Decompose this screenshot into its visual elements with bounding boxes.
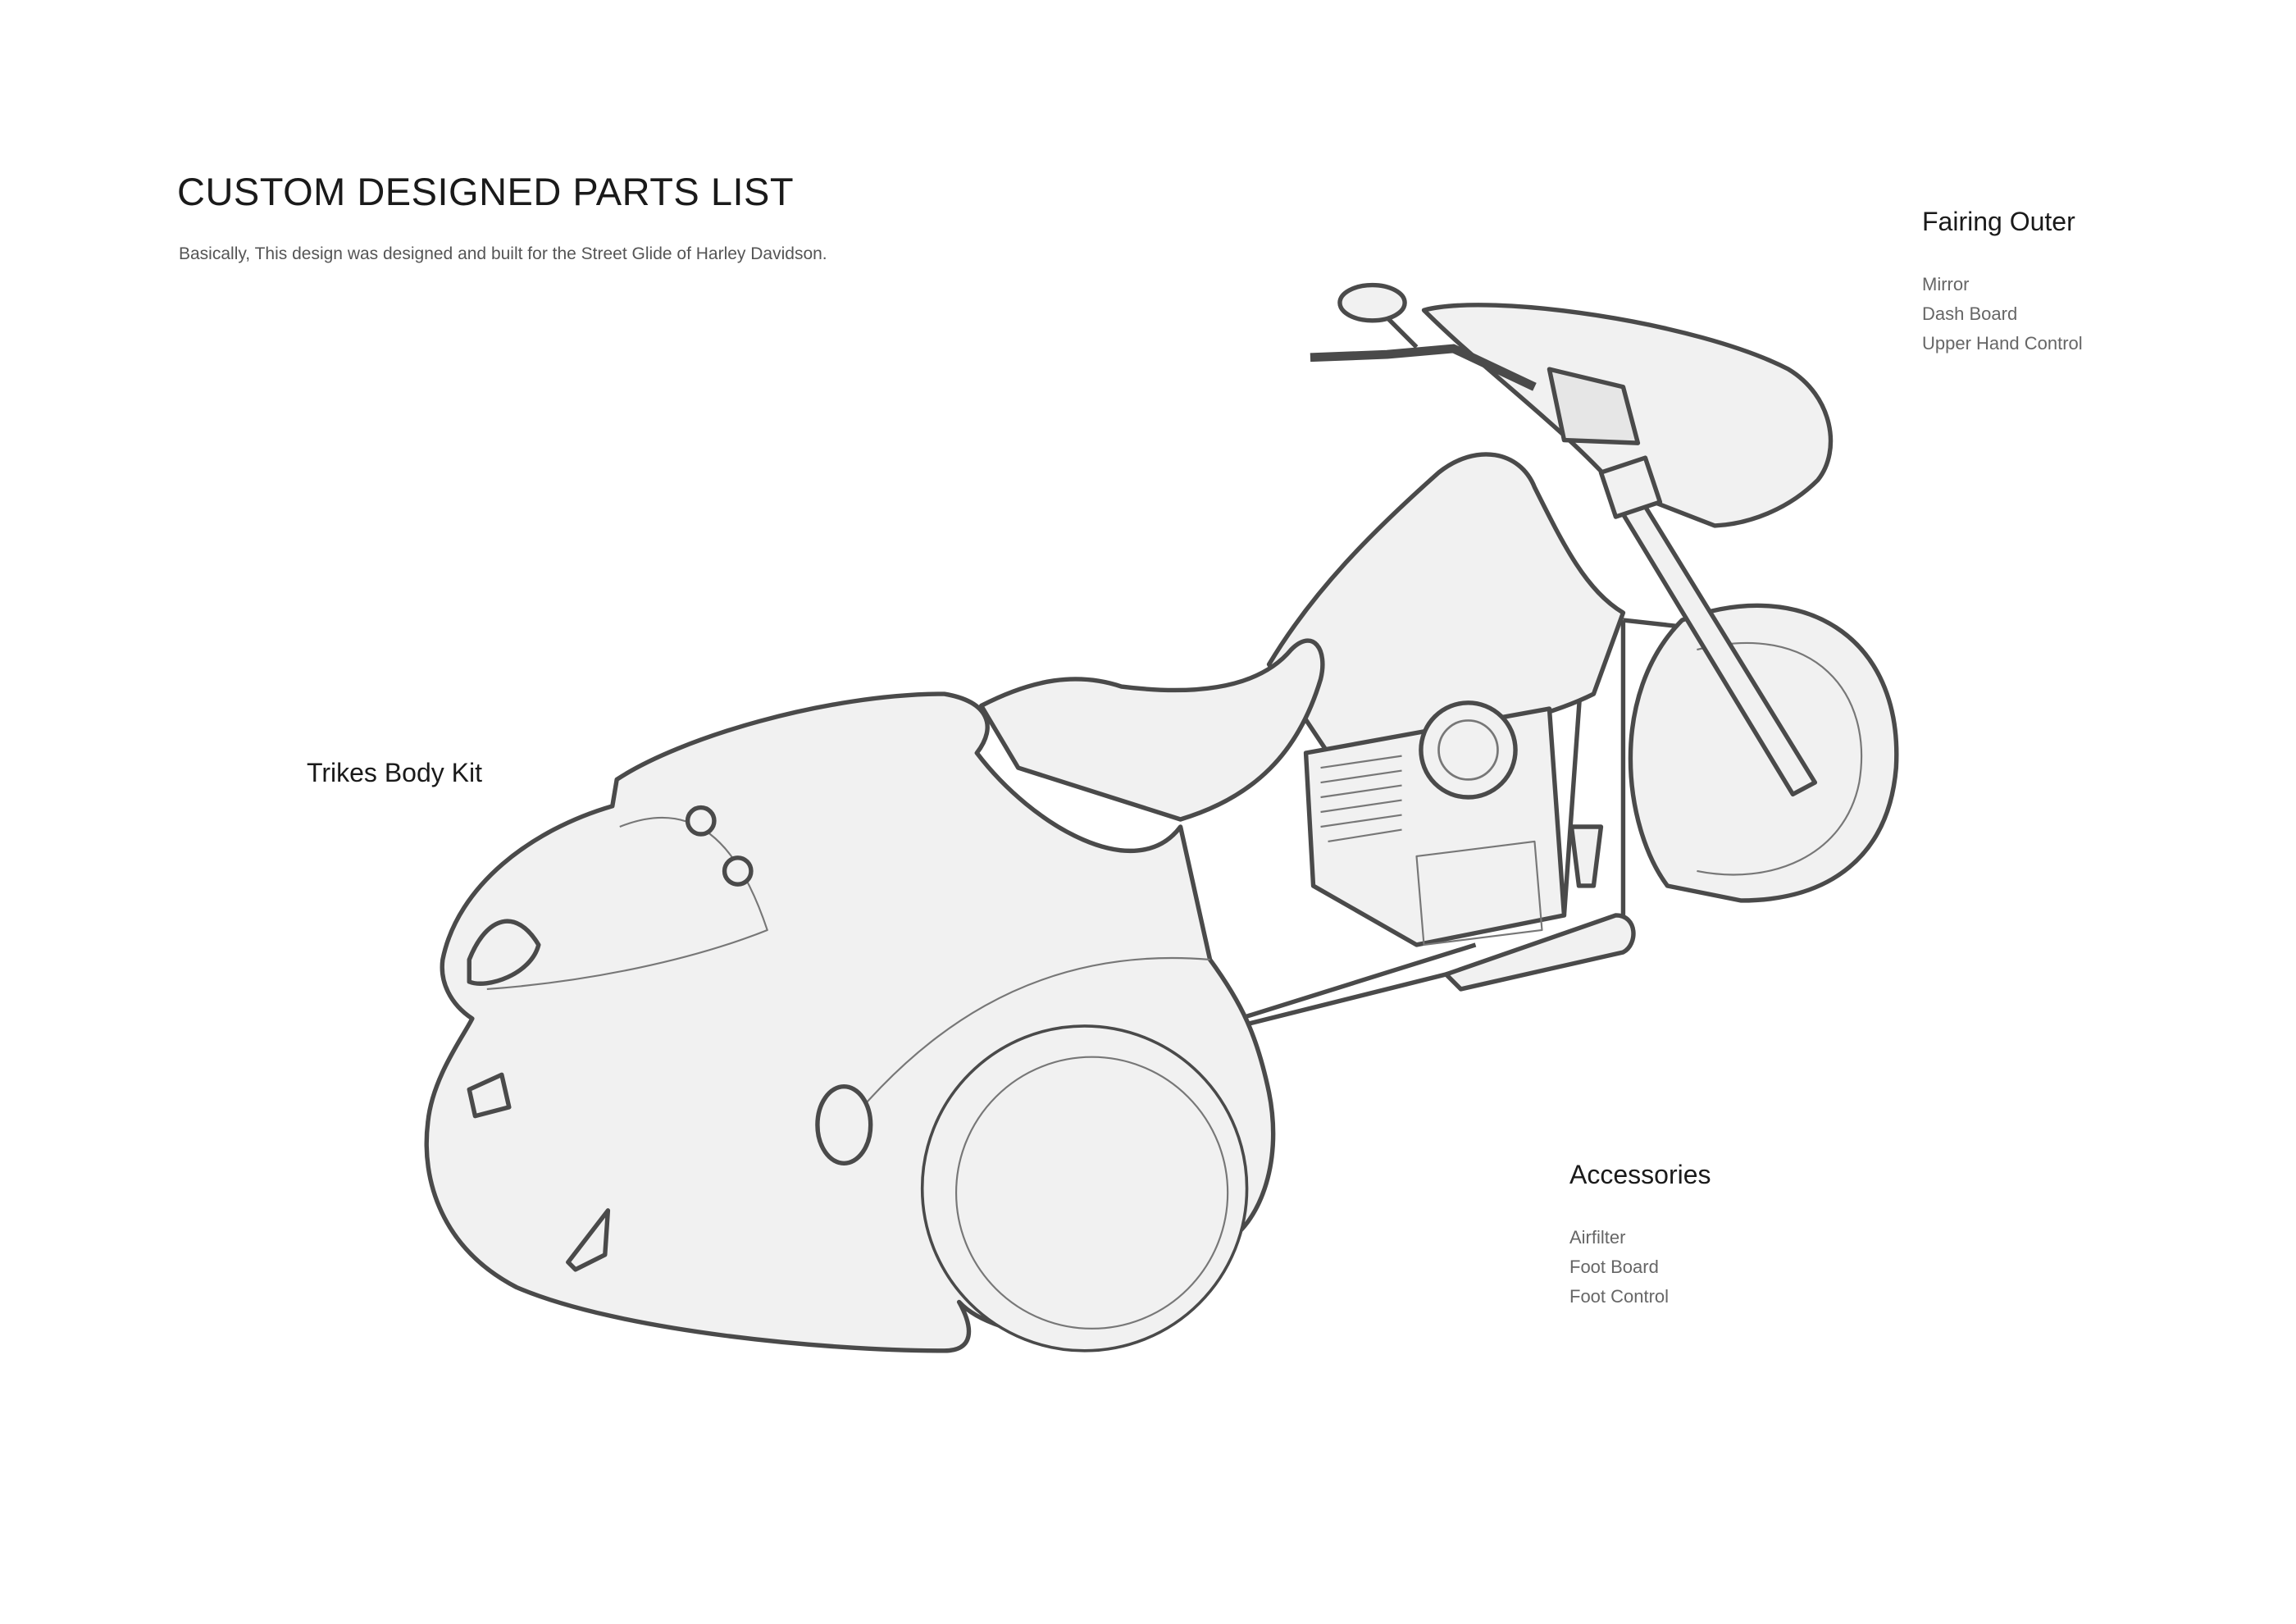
- group-title: Fairing Outer: [1922, 207, 2075, 236]
- bolt: [688, 808, 714, 834]
- front-fender: [1630, 605, 1896, 901]
- mirror: [1340, 285, 1405, 321]
- list-item: Upper Hand Control: [1922, 333, 2083, 354]
- seat: [982, 641, 1323, 819]
- rear-wheel-outer: [922, 1026, 1247, 1351]
- group-fairing-outer: [1922, 207, 2083, 358]
- list-item: Dash Board: [1922, 303, 2018, 324]
- list-item: Foot Control: [1569, 1286, 1670, 1307]
- list-item: Foot Board: [1569, 1257, 1659, 1277]
- list-item: Airfilter: [1569, 1227, 1626, 1248]
- bolt: [725, 858, 751, 884]
- side-light: [818, 1087, 871, 1164]
- page-subtitle: Basically, This design was designed and built for the Street Glide of Harley Davidson.: [179, 244, 827, 263]
- mirror-stem: [1387, 317, 1417, 347]
- list-item: Mirror: [1922, 274, 1970, 294]
- foot-control: [1571, 827, 1601, 886]
- group-accessories: [1569, 1160, 1711, 1312]
- group-trikes-body-kit: Trikes Body Kit: [307, 758, 482, 787]
- group-title: Accessories: [1569, 1160, 1711, 1189]
- page-title: CUSTOM DESIGNED PARTS LIST: [177, 170, 795, 213]
- airfilter: [1421, 703, 1515, 797]
